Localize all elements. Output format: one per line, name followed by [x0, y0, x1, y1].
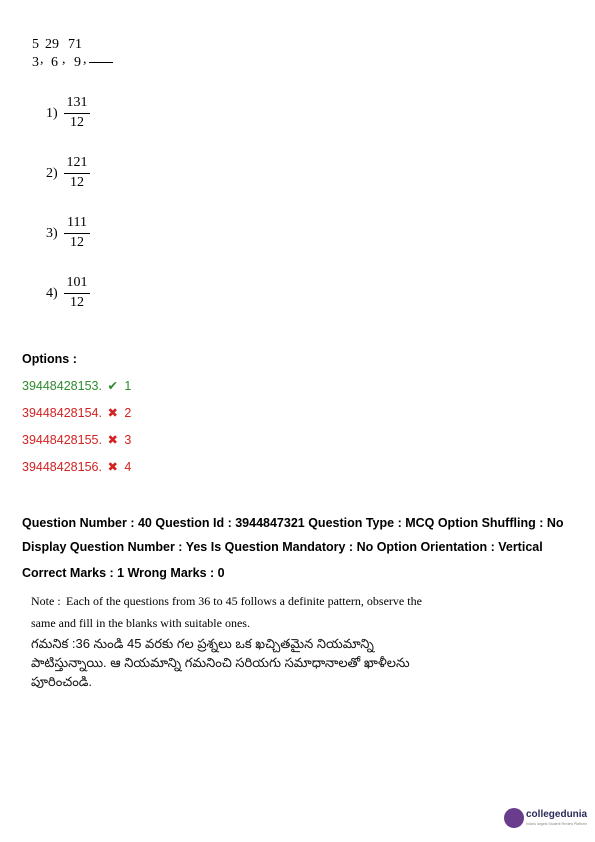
answer-choice: 4) 101 12 [46, 276, 106, 316]
fraction-bar [64, 293, 90, 294]
mascot-icon [504, 808, 524, 828]
option-row [22, 378, 131, 393]
option-value: 2 [124, 406, 132, 420]
telugu-note: గమనిక :36 నుండి 45 వరకు గల ప్రశ్నలు ఒక ఖచ్చితమైన నియమాన్ని పాటిస్తున్నాయి. ఆ నియమాన్ని గమనించి సరియగు సమాధానాలతో ఖాళీలను పూరించండి. [31, 636, 410, 689]
sequence-separator: , [62, 52, 66, 67]
option-id: 39448428153. [22, 379, 102, 393]
cross-icon: ✖ [107, 406, 118, 420]
note-text: Each of the questions from 36 to 45 follows a definite pattern, observe the same and fill in the blanks with suitable ones. [31, 594, 422, 630]
answer-choice: 1) 131 12 [46, 96, 106, 136]
options-heading: Options : [22, 352, 77, 366]
option-row [22, 405, 131, 420]
collegedunia-logo: collegedunia India's largest Student Review Platform [504, 808, 594, 832]
option-value: 1 [124, 379, 132, 393]
option-id: 39448428155. [22, 433, 102, 447]
question-meta-line: Display Question Number : Yes Is Question Mandatory : No Option Orientation : Vertical [22, 540, 543, 554]
fraction-bar [64, 173, 90, 174]
sequence-separator: , [83, 52, 87, 67]
fraction-bar [64, 113, 90, 114]
answer-choice: 3) 111 12 [46, 216, 106, 256]
sequence-separator: , [40, 52, 44, 67]
option-row [22, 459, 131, 474]
option-row [22, 432, 131, 447]
cross-icon: ✖ [107, 460, 118, 474]
english-note [31, 590, 441, 634]
note-label: Note : [31, 594, 61, 608]
option-id: 39448428156. [22, 460, 102, 474]
option-id: 39448428154. [22, 406, 102, 420]
cross-icon: ✖ [107, 433, 118, 447]
fraction-bar [64, 233, 90, 234]
question-meta-line: Question Number : 40 Question Id : 3944847321 Question Type : MCQ Option Shuffling : No [22, 516, 564, 530]
option-value: 3 [124, 433, 132, 447]
answer-blank [89, 62, 113, 63]
answer-choice: 2) 121 12 [46, 156, 106, 196]
option-value: 4 [124, 460, 132, 474]
check-icon: ✔ [107, 379, 118, 393]
marks-line: Correct Marks : 1 Wrong Marks : 0 [22, 566, 225, 580]
